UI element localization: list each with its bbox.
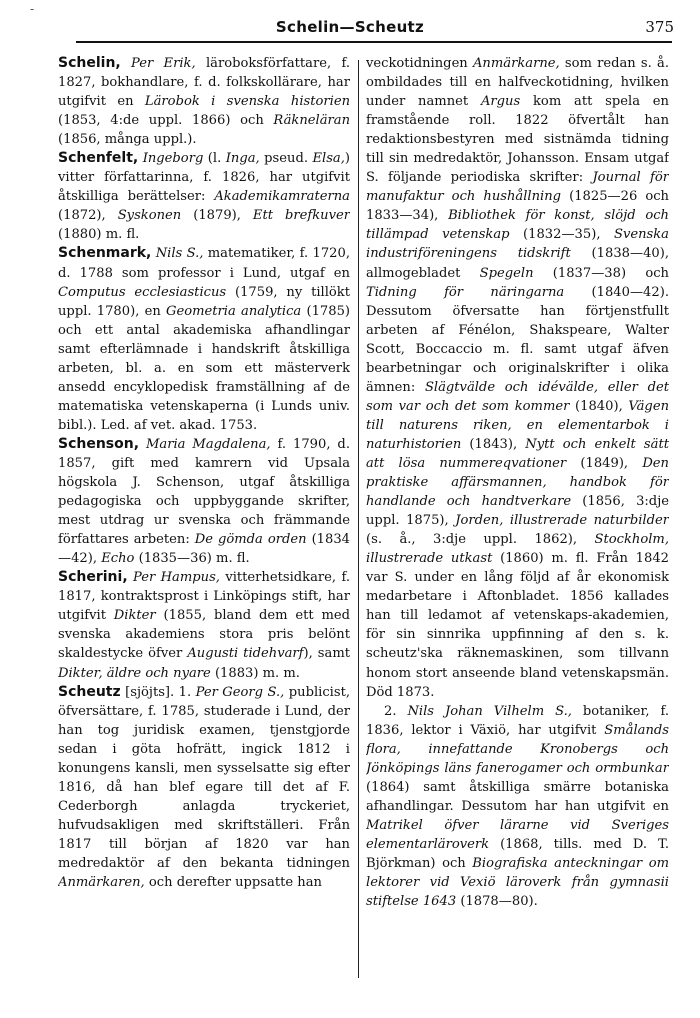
entry-text: som redan s. å. ombildades till en halfveckotidning, hvilken under namnet: [366, 56, 669, 110]
italic-text: Argus: [480, 94, 521, 110]
italic-text: Per Erik,: [131, 56, 196, 71]
page-number: 375: [645, 18, 674, 36]
entry-text: (1855, bland dem ett med svenska akademiens stora pris belönt skaldestycke öfver: [58, 608, 350, 662]
entry-text: ) vitter författarinna, f. 1826, har utgifvit åtskilliga berättelser:: [58, 151, 350, 205]
entry-text: (1785) och ett antal akademiska afhandlingar samt efterlämnade i handskrift åtskilliga arbeten, bl. a. en som ett mästerverk ansedd encyklopedisk framställning af de matematiska vetenskaperna (i Lunds univ. bibl.). Led. af vet. akad. 1753.: [58, 303, 350, 433]
entry-text: (1838—40), allmogebladet: [366, 246, 669, 281]
italic-text: Computus ecclesiasticus: [58, 284, 227, 300]
entry-text: (1864) samt åtskilliga smärre botaniska afhandlingar. Dessutom har han utgifvit en: [366, 779, 669, 814]
italic-text: Geometria analytica: [166, 303, 302, 319]
entry-text: botaniker, f. 1836, lektor i Växiö, har utgifvit: [366, 703, 669, 738]
italic-text: Nytt och enkelt sätt att lösa nummereqvationer: [366, 436, 669, 471]
column-divider: [358, 60, 359, 978]
entry-text: (1837—38) och: [533, 265, 669, 281]
entry-text: (1872),: [58, 208, 118, 224]
entry-text: och derefter uppsatte han: [144, 875, 322, 891]
italic-text: Vägen till naturens riken, en elementarbok i naturhistorien: [366, 398, 669, 452]
italic-text: Journal för manufaktur och hushållning: [366, 170, 669, 205]
italic-text: Akademikamraterna: [214, 189, 350, 205]
entry-text: (1759, ny tillökt uppl. 1780), en: [58, 284, 350, 319]
italic-text: De gömda orden: [194, 532, 307, 548]
italic-text: Tidning för näringarna: [366, 284, 565, 300]
entry-headword: Scheutz: [58, 683, 121, 700]
entry-headword: Scherini,: [58, 569, 128, 586]
italic-text: Nils S.,: [155, 246, 204, 262]
italic-text: Anmärkarne,: [472, 56, 560, 71]
entry-text: veckotidningen: [366, 56, 473, 71]
right-entry: [366, 54, 669, 702]
right-column: [366, 54, 669, 994]
entry-text: matematiker, f. 1720, d. 1788 som professor i Lund, utgaf en: [58, 246, 350, 281]
entry-text: ), samt: [303, 646, 350, 662]
entry-text: (1880) m. fl.: [58, 227, 140, 243]
italic-text: Ett brefkuver: [252, 208, 350, 224]
italic-text: Räkneläran: [273, 113, 350, 129]
italic-text: Dikter: [113, 608, 156, 624]
entry-text: (1879),: [181, 208, 253, 224]
entry-text: (1832—35),: [509, 227, 614, 243]
entry-text: (1878—80).: [456, 894, 538, 910]
entry-text: (1883) m. m.: [210, 665, 300, 681]
italic-text: Inga,: [225, 151, 260, 167]
entry-headword: Schenmark,: [58, 245, 152, 262]
italic-text: Lärobok i svenska historien: [144, 94, 350, 110]
entry-text: 2.: [384, 703, 408, 719]
italic-text: Syskonen: [117, 208, 182, 224]
entry-text: kom att spela en framstående roll. 1822 öfvertålt han redaktionsbestyren med sistnämda tidning till sin medredaktör, Johansson. Ensam utgaf S. följande periodiska skrifter:: [366, 94, 669, 186]
italic-text: Den praktiske affärsmannen, handbok för handlande och handtverkare: [366, 455, 669, 510]
entry-text: (s. å., 3:dje uppl. 1862),: [366, 532, 595, 548]
entry-text: [121, 56, 131, 71]
italic-text: Ingeborg: [142, 151, 204, 167]
left-column: [58, 54, 350, 994]
left-entry: [58, 54, 350, 149]
entry-text: pseud.: [259, 151, 313, 167]
italic-text: Stockholm, illustrerade utkast: [366, 532, 669, 567]
right-entry: [366, 702, 669, 912]
italic-text: Echo: [101, 551, 135, 567]
entry-text: (1840),: [569, 398, 629, 414]
entry-text: (1825—26 och 1833—34),: [366, 189, 669, 224]
left-entry: [58, 435, 350, 568]
italic-text: Per Hampus,: [133, 570, 220, 586]
italic-text: Dikter, äldre och nyare: [58, 665, 211, 681]
italic-text: Per Georg S.,: [195, 684, 285, 700]
entry-text: (1856, många uppl.).: [58, 132, 197, 148]
entry-text: (1835—36) m. fl.: [134, 551, 250, 567]
page-mark: -: [30, 2, 35, 16]
entry-text: (l.: [203, 151, 226, 167]
italic-text: Svenska industriföreningens tidskrift: [366, 227, 669, 262]
italic-text: Biografiska anteckningar om lektorer vid Vexiö läroverk från gymnasii stiftelse 1643: [366, 855, 669, 910]
entry-text: (1860) m. fl. Från 1842 var S. under en lång följd af år ekonomisk medarbetare i Aftonbladet. 1856 kallades han till ledamot af vetenskaps-akademien, för sin sinnrika uppfinning af den s. k. scheutz'ska räknemaskinen, som tillvann honom stort anseende bland vetenskapsmän. Död 1873.: [366, 551, 669, 700]
entry-text: publicist, öfversättare, f. 1785, studerade i Lund, der han tog juridisk examen, tjenstgjorde sedan i göta hofrätt, ingick 1812 i konungens kansli, men sysselsatte sig efter 1816, då han blef egare till det af F. Cederborgh anlagda tryckeriet, hufvudsakligen med skriftställeri. Från 1817 till början af 1820 var han medredaktör af den bekanta tidningen: [58, 684, 350, 871]
italic-text: Maria Magdalena,: [146, 436, 271, 452]
italic-text: Elsa,: [312, 151, 345, 167]
entry-text: (1853, 4:de uppl. 1866) och: [58, 113, 274, 129]
italic-text: Bibliothek för konst, slöjd och tillämpad vetenskap: [366, 208, 669, 243]
entry-text: (1868, tills. med D. T. Björkman) och: [366, 836, 669, 871]
running-head: Schelin—Scheutz: [275, 18, 425, 36]
italic-text: Augusti tidehvarf: [187, 646, 304, 662]
italic-text: Spegeln: [479, 265, 534, 281]
entry-text: (1849),: [566, 455, 643, 471]
header-rule: [76, 41, 672, 43]
entry-text: (1834—42),: [58, 532, 350, 567]
italic-text: Matrikel öfver lärarne vid Sveriges elementarläroverk: [366, 817, 669, 852]
italic-text: Slägtvälde och idévälde, eller det som var och det som kommer: [366, 379, 669, 414]
italic-text: Smålands flora, innefattande Kronobergs och Jönköpings läns fanerogamer och ormbunkar: [366, 722, 669, 776]
left-entry: [58, 568, 350, 682]
italic-text: Anmärkaren,: [58, 875, 145, 891]
left-entry: [58, 683, 350, 893]
entry-text: läroboksförfattare, f. 1827, bokhandlare, f. d. folkskollärare, har utgifvit en: [58, 56, 350, 110]
entry-text: vitterhetsidkare, f. 1817, kontraktsprost i Linköpings stift, har utgifvit: [58, 570, 350, 624]
entry-text: f. 1790, d. 1857, gift med kamrern vid Upsala högskola J. Schenson, utgaf åtskilliga pedagogiska och uppbyggande skrifter, mest utdrag ur svenska och främmande författares arbeten:: [58, 436, 350, 548]
entry-headword: Schenson,: [58, 435, 140, 452]
entry-text: (1843),: [461, 436, 526, 452]
entry-text: [139, 437, 146, 452]
entry-text: [sjöjts]. 1.: [120, 684, 196, 700]
italic-text: Jorden, illustrerade naturbilder: [455, 513, 669, 529]
entry-headword: Schenfelt,: [58, 150, 139, 167]
entry-headword: Schelin,: [58, 55, 121, 71]
left-entry: [58, 149, 350, 244]
italic-text: Nils Johan Vilhelm S.,: [407, 703, 572, 719]
entry-text: (1856, 3:dje uppl. 1875),: [366, 494, 669, 529]
left-entry: [58, 244, 350, 434]
entry-text: (1840—42). Dessutom öfversatte han förtjenstfullt arbeten af Fénélon, Shakspeare, Walter Scott, Boccaccio m. fl. samt utgaf äfven bearbetningar och originalskrifter i olika ämnen:: [366, 284, 669, 395]
